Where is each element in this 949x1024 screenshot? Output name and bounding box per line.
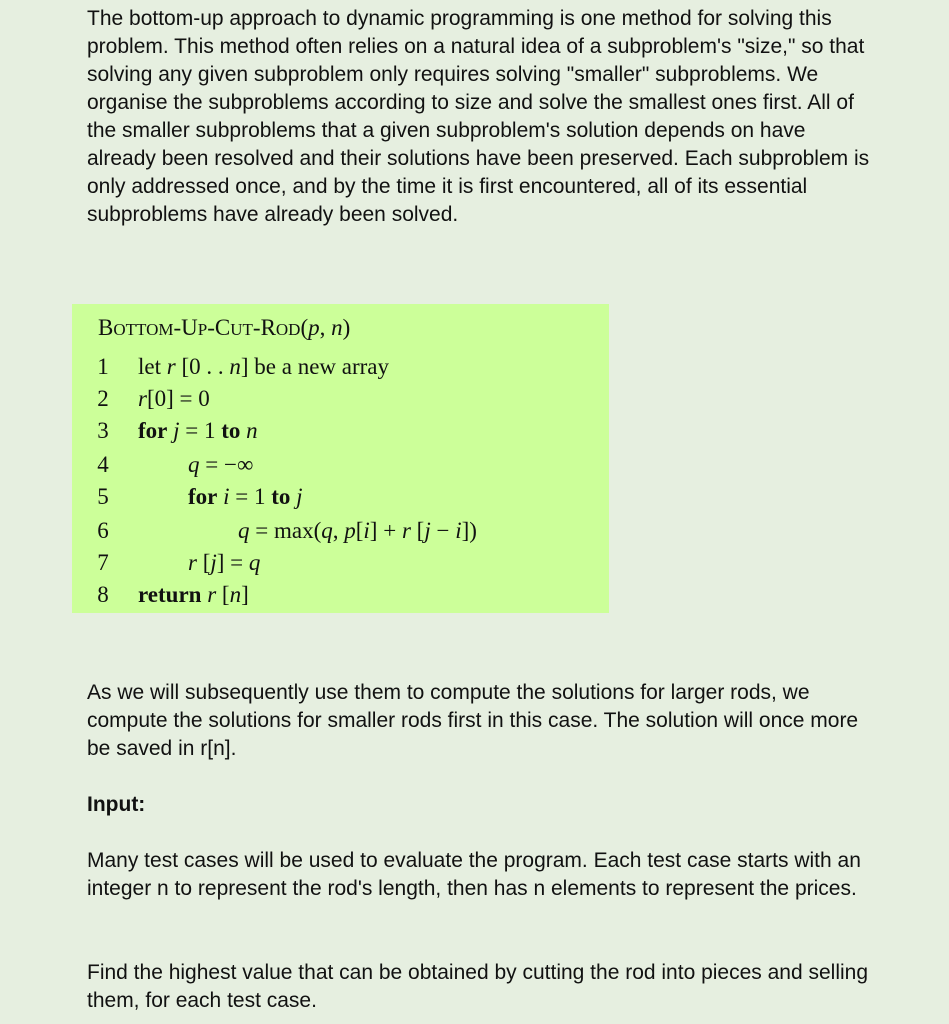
code-text: q = max(q, p[i] + r [j − i]) xyxy=(238,518,477,543)
explanation-paragraph: As we will subsequently use them to compute the solutions for larger rods, we compute the solutions for smaller rods first in this case. The solution will once more be saved in r[n]. xyxy=(87,681,859,760)
line-number: 1 xyxy=(97,354,109,379)
line-number: 7 xyxy=(97,550,109,575)
code-line xyxy=(72,582,609,614)
code-line xyxy=(72,386,609,418)
line-number: 6 xyxy=(97,518,109,543)
line-number: 3 xyxy=(97,418,109,443)
code-text: r[0] = 0 xyxy=(138,386,210,411)
algorithm-title: BOTTOM-UP-CUT-ROD(p, n) xyxy=(98,315,351,340)
line-number: 5 xyxy=(97,484,109,509)
code-line xyxy=(72,452,609,484)
line-number: 2 xyxy=(97,386,109,411)
task-paragraph: Find the highest value that can be obtained by cutting the rod into pieces and selling them, for each test case. xyxy=(87,961,869,1012)
intro-paragraph: The bottom-up approach to dynamic programming is one method for solving this problem. This method often relies on a natural idea of a subproblem's "size," so that solving any given subproblem only requires solving "smaller" subproblems. We organise the subproblems according to size and solve the smallest ones first. All of the smaller subproblems that a given subproblem's solution depends on have already been resolved and their solutions have been preserved. Each subproblem is only addressed once, and by the time it is first encountered, all of its essential subproblems have already been solved. xyxy=(87,7,870,226)
code-text: r [j] = q xyxy=(188,550,261,575)
input-heading: Input: xyxy=(87,793,146,816)
code-text: for i = 1 to j xyxy=(188,484,303,509)
code-line xyxy=(72,518,609,550)
code-line xyxy=(72,550,609,582)
code-line xyxy=(72,354,609,386)
line-number: 8 xyxy=(97,582,109,607)
input-description: Many test cases will be used to evaluate the program. Each test case starts with an integer n to represent the rod's length, then has n elements to represent the prices. xyxy=(87,849,861,900)
code-text: return r [n] xyxy=(138,582,249,607)
code-text: q = −∞ xyxy=(188,452,254,477)
code-line xyxy=(72,484,609,516)
code-text: let r [0 . . n] be a new array xyxy=(138,354,390,379)
pseudocode-box xyxy=(72,304,609,613)
code-text: for j = 1 to n xyxy=(138,418,258,443)
line-number: 4 xyxy=(97,452,109,477)
code-line xyxy=(72,418,609,450)
